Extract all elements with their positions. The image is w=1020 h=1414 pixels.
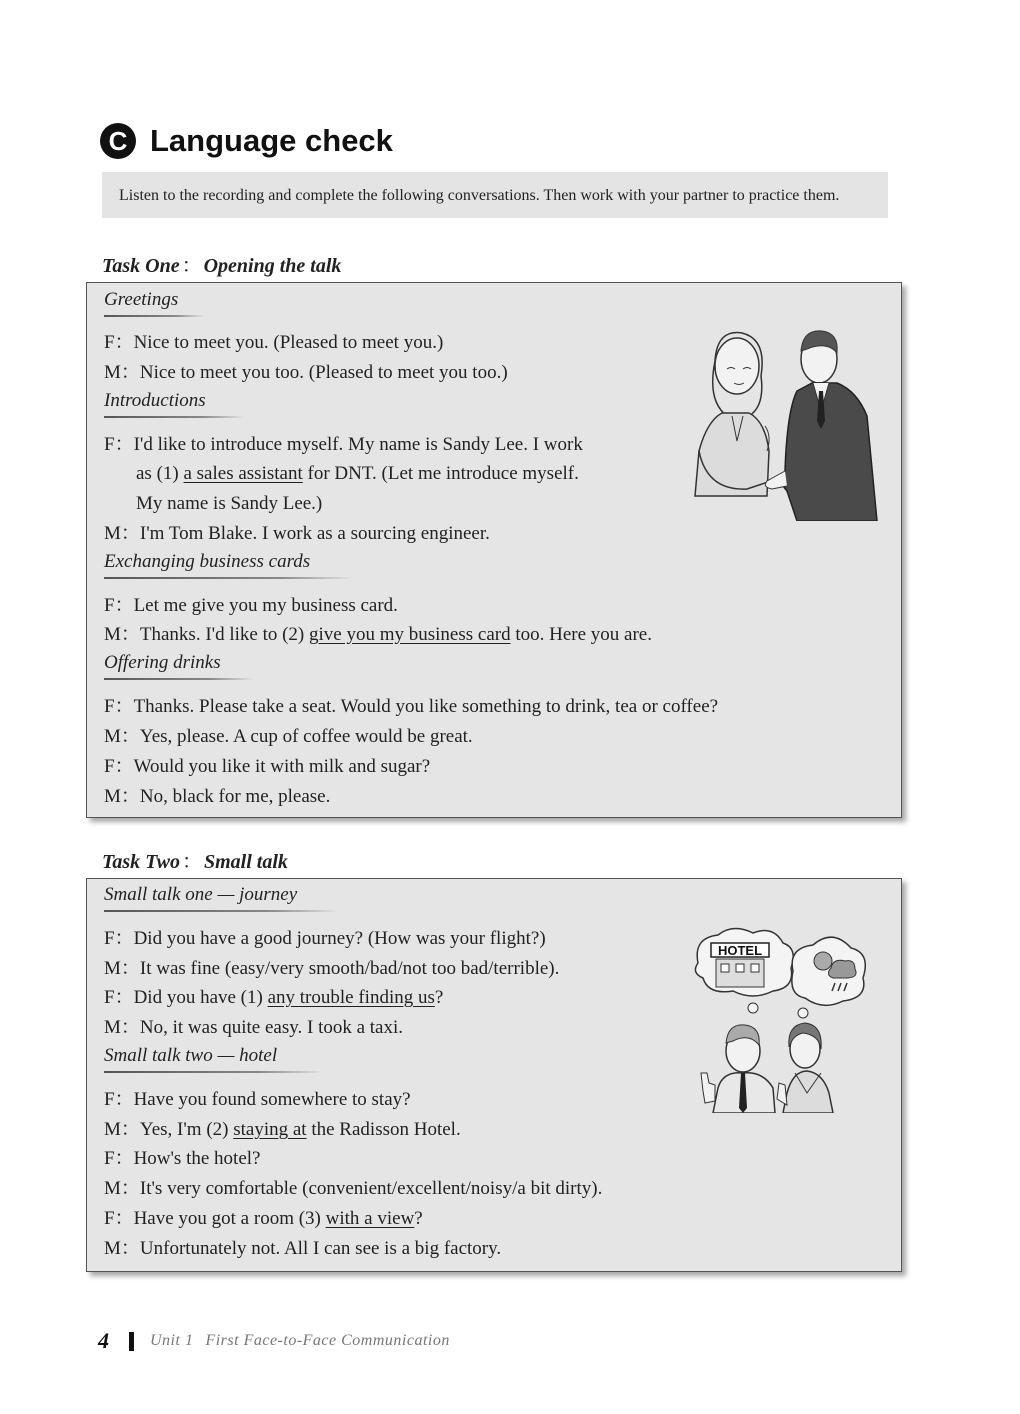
section-drinks: Offering drinks: [104, 652, 221, 673]
footer-chapter: First Face-to-Face Communication: [205, 1332, 450, 1349]
answer-blank: staying at: [233, 1119, 307, 1140]
dialogue-line: F：Let me give you my business card.: [104, 595, 398, 616]
page-footer: [98, 1328, 450, 1354]
footer-unit: Unit 1: [150, 1332, 194, 1349]
dialogue-line: F：I'd like to introduce myself. My name is Sandy Lee. I work: [104, 434, 583, 455]
answer-blank: a sales assistant: [183, 463, 303, 484]
dialogue-line: M：It's very comfortable (convenient/excellent/noisy/a bit dirty).: [104, 1178, 603, 1199]
dialogue-line: M：No, it was quite easy. I took a taxi.: [104, 1017, 404, 1038]
task-two-title: Task Two ： Small talk: [102, 851, 288, 873]
section-underline: [104, 577, 354, 579]
dialogue-line: F：Have you got a room (3) with a view?: [104, 1208, 423, 1229]
instructions-box: Listen to the recording and complete the following conversations. Then work with your partner to practice them.: [102, 172, 888, 218]
dialogue-line: M：Thanks. I'd like to (2) give you my business card too. Here you are.: [104, 624, 652, 645]
dialogue-line: F：How's the hotel?: [104, 1148, 261, 1169]
dialogue-line: as (1) a sales assistant for DNT. (Let me introduce myself.: [136, 463, 579, 484]
footer-divider: [129, 1332, 134, 1351]
section-business-cards: Exchanging business cards: [104, 551, 311, 572]
handshake-illustration: [687, 321, 897, 521]
section-hotel: Small talk two — hotel: [104, 1045, 278, 1066]
dialogue-line: F：Did you have a good journey? (How was your flight?): [104, 928, 546, 949]
dialogue-line: M：Nice to meet you too. (Pleased to meet you too.): [104, 362, 508, 383]
section-underline: [104, 910, 339, 912]
section-header: [100, 123, 393, 159]
section-underline: [104, 678, 254, 680]
section-introductions: Introductions: [104, 390, 206, 411]
task-one-box: [86, 282, 902, 818]
dialogue-line: M：Yes, please. A cup of coffee would be great.: [104, 726, 473, 747]
hotel-thought-bubble-illustration: [683, 923, 873, 1113]
section-greetings: Greetings: [104, 289, 179, 310]
section-c-icon: C: [100, 123, 136, 159]
dialogue-line: F：Thanks. Please take a seat. Would you like something to drink, tea or coffee?: [104, 696, 719, 717]
dialogue-line: My name is Sandy Lee.): [136, 493, 323, 514]
section-underline: [104, 315, 204, 317]
answer-blank: give you my business card: [309, 624, 511, 645]
task-two-box: [86, 878, 902, 1272]
page-title: Language check: [150, 123, 393, 158]
dialogue-line: M：I'm Tom Blake. I work as a sourcing engineer.: [104, 523, 490, 544]
section-journey: Small talk one — journey: [104, 884, 298, 905]
dialogue-line: F：Would you like it with milk and sugar?: [104, 756, 431, 777]
dialogue-line: M：No, black for me, please.: [104, 786, 331, 807]
dialogue-line: F：Nice to meet you. (Pleased to meet you.): [104, 332, 444, 353]
dialogue-line: F：Have you found somewhere to stay?: [104, 1089, 411, 1110]
dialogue-line: M：It was fine (easy/very smooth/bad/not too bad/terrible).: [104, 958, 560, 979]
section-underline: [104, 416, 244, 418]
answer-blank: any trouble finding us: [267, 987, 435, 1008]
page-number: 4: [98, 1328, 109, 1353]
dialogue-line: F：Did you have (1) any trouble finding us?: [104, 987, 444, 1008]
section-underline: [104, 1071, 324, 1073]
hotel-sign-text: HOTEL: [717, 943, 763, 958]
answer-blank: with a view: [325, 1208, 415, 1229]
dialogue-line: M：Unfortunately not. All I can see is a big factory.: [104, 1238, 502, 1259]
dialogue-line: M：Yes, I'm (2) staying at the Radisson Hotel.: [104, 1119, 461, 1140]
task-one-title: Task One ： Opening the talk: [102, 255, 342, 277]
